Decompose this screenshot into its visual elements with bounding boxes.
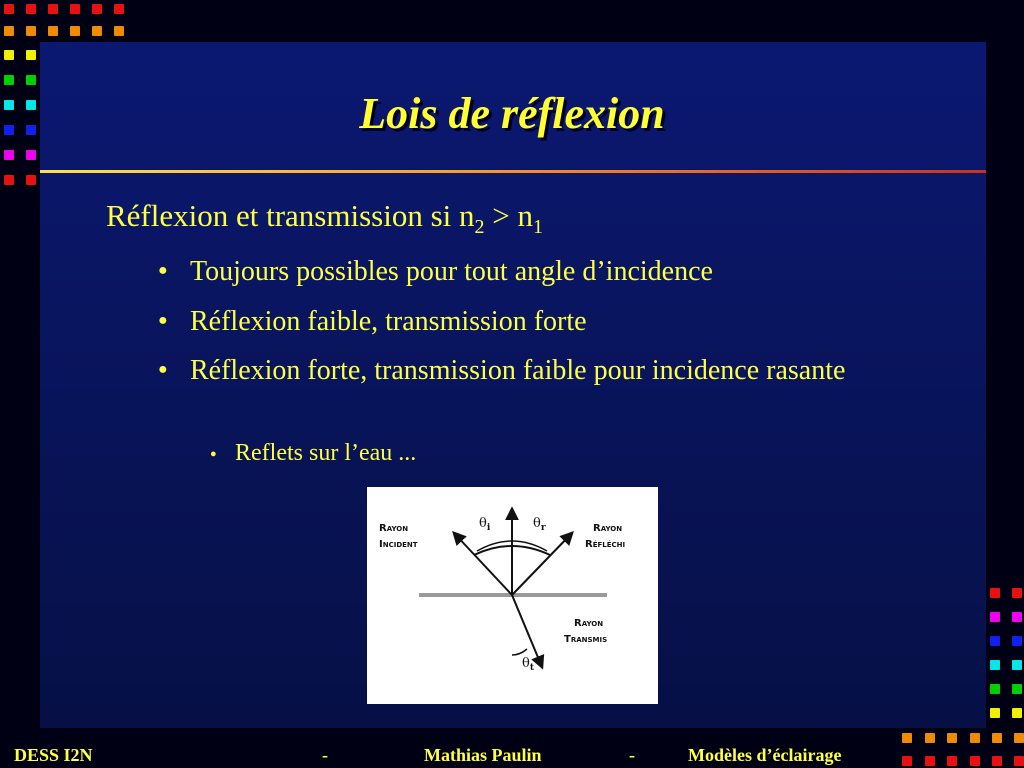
decorative-square: [925, 733, 935, 743]
decorative-square: [92, 26, 102, 36]
decorative-square: [1012, 684, 1022, 694]
decorative-square: [990, 708, 1000, 718]
decorative-square: [990, 660, 1000, 670]
decorative-square: [26, 4, 36, 14]
footer-separator: -: [322, 745, 328, 765]
decorative-square: [4, 26, 14, 36]
decorative-square: [70, 4, 80, 14]
decorative-square: [92, 4, 102, 14]
decorative-square: [1012, 636, 1022, 646]
decorative-square: [902, 733, 912, 743]
decorative-square: [1014, 733, 1024, 743]
footer-course-title: Modèles d’éclairage: [688, 745, 842, 765]
theta-symbol: θ: [522, 656, 530, 671]
slide-footer: [0, 745, 1024, 768]
transmitted-label-line2: Transmis: [564, 634, 608, 645]
bullet-dot: ●: [158, 312, 168, 329]
reflection-diagram: [367, 487, 658, 704]
decorative-square: [4, 150, 14, 160]
decorative-square: [1012, 660, 1022, 670]
theta-r-subscript: r: [540, 523, 546, 533]
theta-i-subscript: i: [486, 523, 491, 533]
transmitted-label-line1: Rayon: [574, 618, 604, 629]
reflected-label-line1: Rayon: [593, 523, 623, 534]
theta-t-subscript: t: [529, 663, 534, 673]
incident-label-line2: Incident: [379, 539, 418, 550]
decorative-square: [990, 588, 1000, 598]
decorative-square: [1012, 612, 1022, 622]
decorative-square: [1012, 708, 1022, 718]
incident-label-line1: Rayon: [379, 523, 409, 534]
decorative-square: [970, 733, 980, 743]
decorative-square: [26, 150, 36, 160]
main-point: [106, 198, 543, 239]
decorative-square: [4, 50, 14, 60]
decorative-square: [26, 75, 36, 85]
decorative-square: [4, 75, 14, 85]
theta-t-label: [522, 656, 535, 673]
decorative-square: [947, 733, 957, 743]
title-divider: [40, 170, 986, 173]
decorative-square: [4, 4, 14, 14]
sub-bullet-dot: ●: [210, 448, 217, 460]
main-point-text: Réflexion et transmission si n: [106, 198, 475, 233]
footer-author: Mathias Paulin: [424, 745, 542, 765]
bullet-item: Réflexion forte, transmission faible pour incidence rasante: [190, 355, 846, 386]
decorative-square: [990, 612, 1000, 622]
footer-separator: -: [629, 745, 635, 765]
decorative-square: [26, 26, 36, 36]
decorative-square: [990, 684, 1000, 694]
slide-title: Lois de réflexion: [359, 89, 665, 138]
n1-subscript: 1: [533, 216, 544, 239]
decorative-square: [26, 50, 36, 60]
bullet-dot: ●: [158, 361, 168, 378]
decorative-square: [48, 4, 58, 14]
theta-symbol: θ: [479, 516, 487, 531]
decorative-square: [70, 26, 80, 36]
theta-r-label: [533, 516, 546, 533]
bullet-dot: ●: [158, 262, 168, 279]
decorative-square: [1012, 588, 1022, 598]
transmission-angle-arc: [512, 649, 527, 655]
decorative-square: [4, 175, 14, 185]
decorative-square: [992, 733, 1002, 743]
main-point-middle: > n: [484, 198, 534, 233]
n2-subscript: 2: [474, 216, 485, 239]
reflection-diagram-svg: [367, 487, 658, 704]
bullet-item: Réflexion faible, transmission forte: [190, 306, 587, 337]
decorative-square: [990, 636, 1000, 646]
decorative-square: [114, 26, 124, 36]
sub-bullet-item: Reflets sur l’eau ...: [235, 440, 417, 466]
decorative-square: [114, 4, 124, 14]
theta-i-label: [479, 516, 491, 533]
bullet-item: Toujours possibles pour tout angle d’incidence: [190, 256, 713, 287]
theta-symbol: θ: [533, 516, 541, 531]
reflected-label-line2: Réfléchi: [585, 539, 626, 550]
decorative-square: [48, 26, 58, 36]
decorative-square: [26, 175, 36, 185]
footer-course-code: DESS I2N: [14, 745, 93, 765]
